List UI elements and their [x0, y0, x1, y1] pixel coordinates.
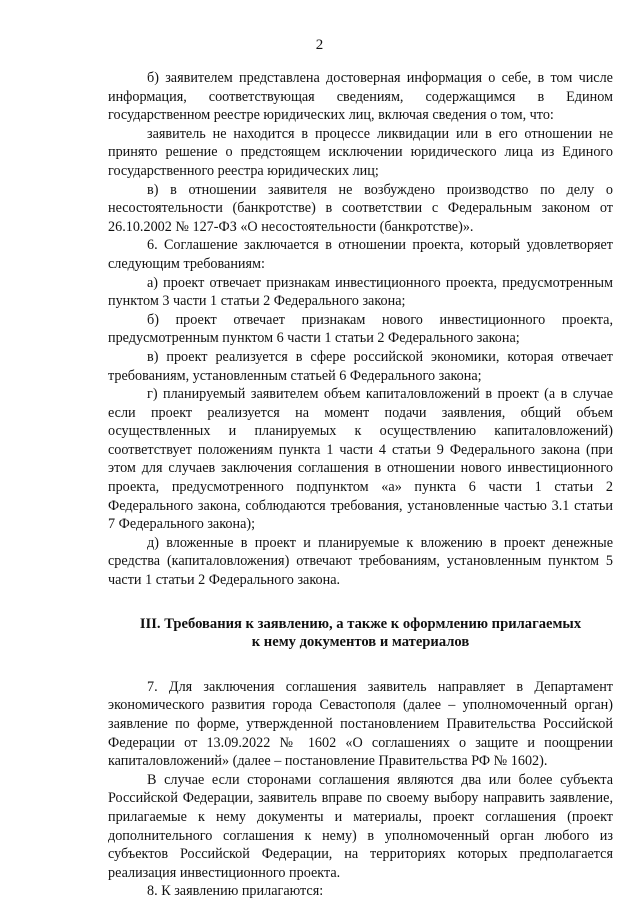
page-number: 2 [315, 37, 324, 53]
section-heading [108, 615, 613, 652]
paragraph-g-capital-investment-volume: г) планируемый заявителем объем капиталовложений в проект (а в случае если проект реализуется на момент подачи заявления, общий объем осуществленных и планируемых к осуществлению капиталовложений) соответствует положениям пункта 1 части 4 статьи 9 Федерального закона (при этом для случаев заключения соглашения в отношении нового инвестиционного проекта, предусмотренного подпунктом «а» пункта 6 части 1 статьи 2 Федерального закона, соблюдаются требования, установленные частью 3.1 статьи 7 Федерального закона); [108, 386, 613, 533]
paragraph-v-no-bankruptcy: в) в отношении заявителя не возбуждено производство по делу о несостоятельности (банкротстве) в соответствии с Федеральным законом от 26.10.2002 № 127-ФЗ «О несостоятельности (банкротстве)». [108, 181, 613, 235]
paragraph-b-new-investment-project: б) проект отвечает признакам нового инвестиционного проекта, предусмотренным пунктом 6 части 1 статьи 2 Федерального закона; [108, 311, 613, 347]
section-heading-line-2: к нему документов и материалов [251, 634, 470, 651]
paragraph-6-project-requirements: 6. Соглашение заключается в отношении проекта, который удовлетворяет следующим требованиям: [108, 237, 613, 272]
paragraph-not-liquidated: заявитель не находится в процессе ликвидации или в его отношении не принято решение о предстоящем исключении юридического лица из Единого государственного реестра юридических лиц; [108, 125, 613, 179]
paragraph-b-applicant-info: б) заявителем представлена достоверная информация о себе, в том числе информация, соответствующая сведениям, содержащимся в Едином государственном реестре юридических лиц, включая сведения о том, что: [108, 70, 613, 124]
document-body [108, 69, 613, 901]
paragraph-7-application: 7. Для заключения соглашения заявитель направляет в Департамент экономического развития города Севастополя (далее – уполномоченный орган) заявление по форме, утвержденной постановлением Правительства Российской Федерации от 13.09.2022 № 1602 «О соглашениях о защите и поощрении капиталовложений» (далее – постановление Правительства РФ № 1602). [108, 678, 613, 770]
paragraph-v-economy-sphere: в) проект реализуется в сфере российской экономики, которая отвечает требованиям, установленным статьей 6 Федерального закона; [108, 348, 613, 384]
paragraph-d-invested-funds: д) вложенные в проект и планируемые к вложению в проект денежные средства (капиталовложения) отвечают требованиям, установленным пунктом 5 части 1 статьи 2 Федерального закона. [108, 534, 613, 589]
paragraph-a-investment-project: а) проект отвечает признакам инвестиционного проекта, предусмотренным пунктом 3 части 1 статьи 2 Федерального закона; [108, 274, 613, 310]
section-heading-line-1: III. Требования к заявлению, а также к оформлению прилагаемых [139, 615, 582, 632]
paragraph-multiple-subjects: В случае если сторонами соглашения являются два или более субъекта Российской Федерации, заявитель вправе по своему выбору направить заявление, прилагаемые к нему документы и материалы, проект соглашения (проект дополнительного соглашения к нему) в уполномоченный орган любого из субъектов Российской Федерации, на территориях которых предполагается реализация инвестиционного проекта. [108, 771, 613, 881]
paragraph-8-attachments: 8. К заявлению прилагаются: [147, 883, 324, 900]
